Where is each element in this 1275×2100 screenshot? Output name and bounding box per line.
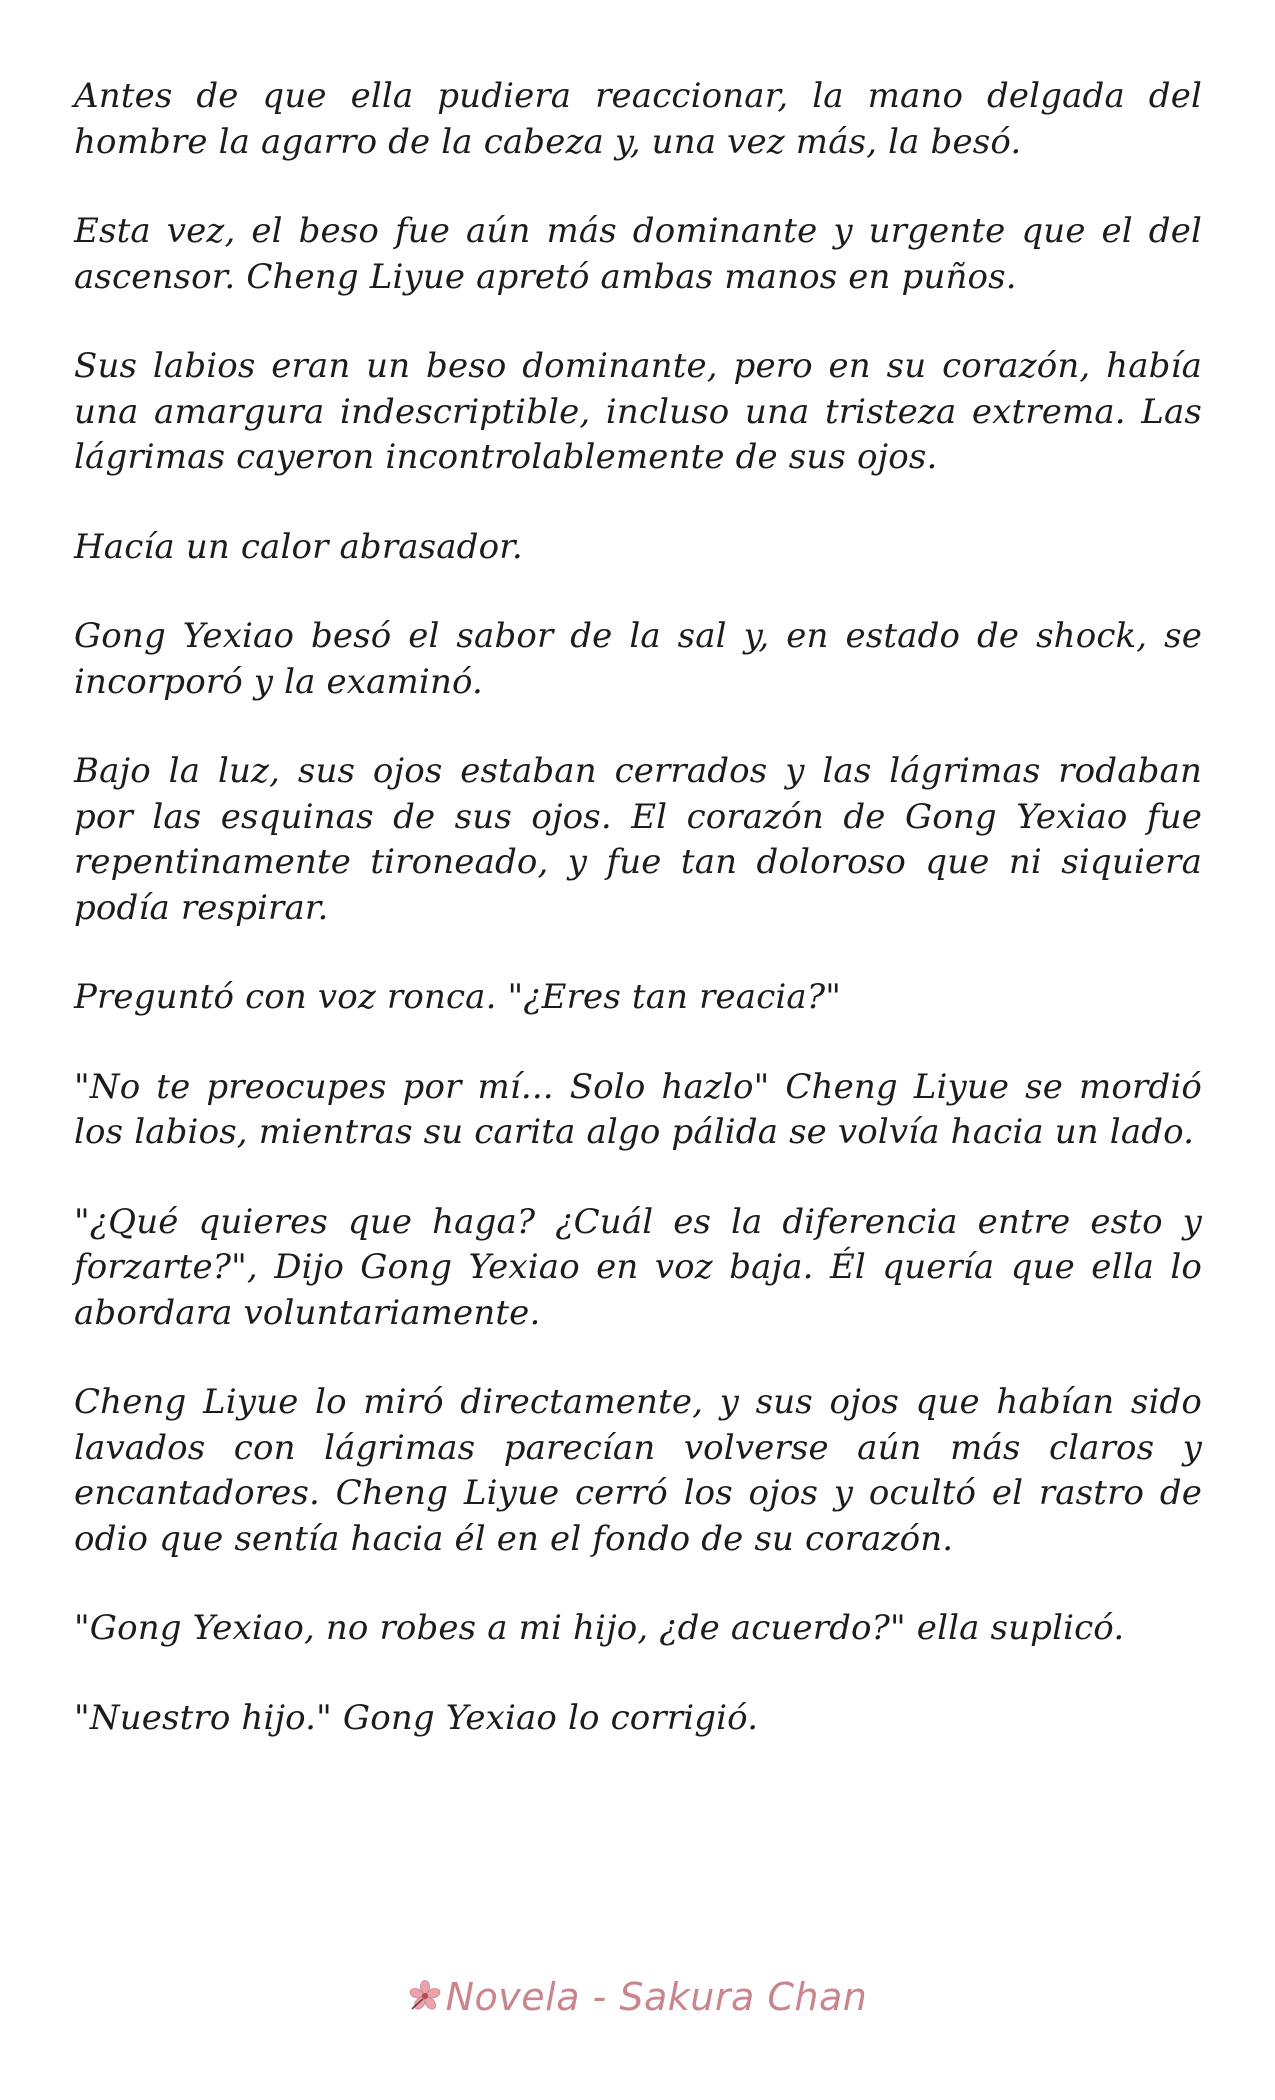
- paragraph-4: Hacía un calor abrasador.: [74, 526, 523, 567]
- paragraph-11: "Gong Yexiao, no robes a mi hijo, ¿de acuerdo?" ella suplicó.: [74, 1608, 1125, 1648]
- watermark-text: Novela - Sakura Chan: [445, 1975, 868, 2019]
- paragraph-7: Preguntó con voz ronca. "¿Eres tan reacia?": [74, 977, 842, 1017]
- story-text: [74, 74, 1202, 1785]
- paragraph-1: Antes de que ella pudiera reaccionar, la mano delgada del hombre la agarro de la cabeza y, una vez más, la besó.: [74, 76, 1202, 162]
- paragraph-2: Esta vez, el beso fue aún más dominante y urgente que el del ascensor. Cheng Liyue apretó ambas manos en puños.: [74, 211, 1202, 297]
- paragraph-8: "No te preocupes por mí... Solo hazlo" Cheng Liyue se mordió los labios, mientras su carita algo pálida se volvía hacia un lado.: [74, 1066, 1202, 1152]
- paragraph-9: "¿Qué quieres que haga? ¿Cuál es la diferencia entre esto y forzarte?", Dijo Gong Yexiao en voz baja. Él quería que ella lo abordara voluntariamente.: [74, 1201, 1202, 1333]
- paragraph-12: "Nuestro hijo." Gong Yexiao lo corrigió.: [74, 1697, 759, 1738]
- sakura-flower-icon: [408, 1978, 442, 2022]
- paragraph-3: Sus labios eran un beso dominante, pero en su corazón, había una amargura indescriptible, incluso una tristeza extrema. Las lágrimas cayeron incontrolablemente de sus ojos.: [74, 346, 1202, 477]
- watermark: [0, 1975, 1275, 2022]
- paragraph-10: Cheng Liyue lo miró directamente, y sus ojos que habían sido lavados con lágrimas parecían volverse aún más claros y encantadores. Cheng Liyue cerró los ojos y ocultó el rastro de odio que sentía hacia él en el fondo de su corazón.: [74, 1382, 1202, 1559]
- paragraph-5: Gong Yexiao besó el sabor de la sal y, en estado de shock, se incorporó y la examinó.: [74, 616, 1202, 702]
- paragraph-6: Bajo la luz, sus ojos estaban cerrados y las lágrimas rodaban por las esquinas de sus ojos. El corazón de Gong Yexiao fue repentinamente tironeado, y fue tan doloroso que ni siquiera podía respirar.: [74, 751, 1202, 928]
